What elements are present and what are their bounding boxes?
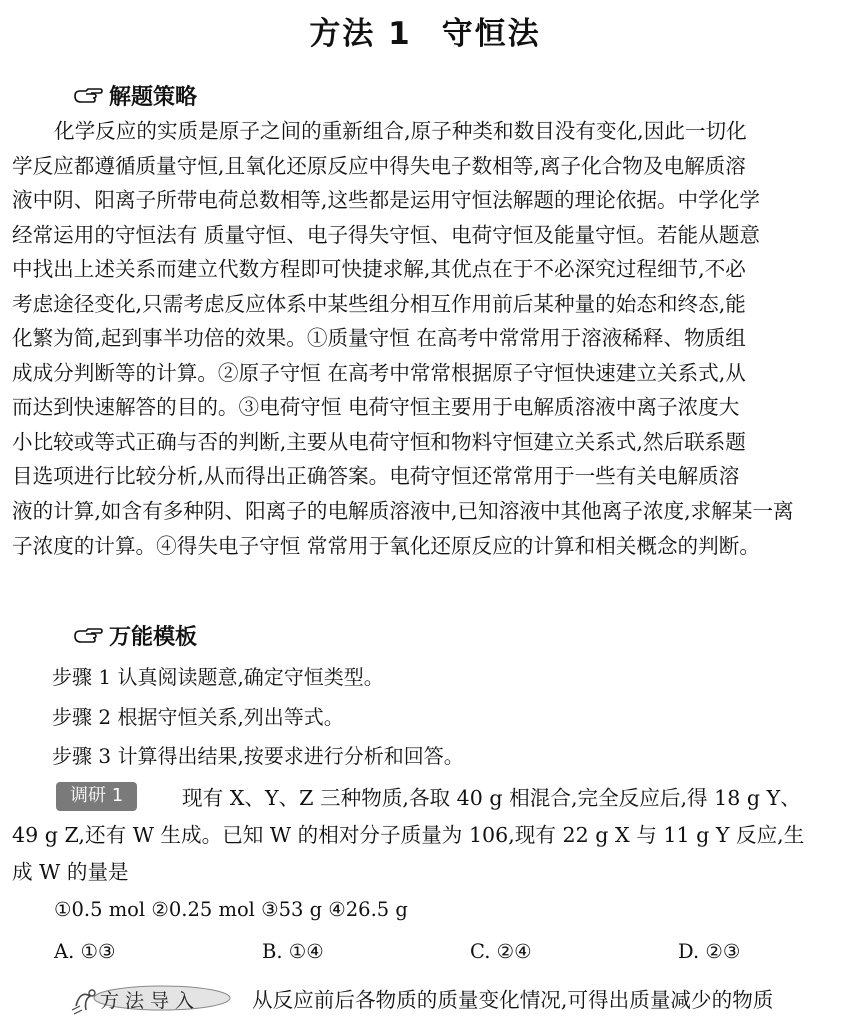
paragraph-line: 考虑途径变化,只需考虑反应体系中某些组分相互作用前后某种量的始态和终态,能 — [12, 291, 746, 316]
title-method-number: 方法 1 — [309, 16, 412, 52]
choice-d[interactable]: D. ②③ — [678, 940, 741, 963]
method-guide-text: 从反应前后各物质的质量变化情况,可得出质量减少的物质 — [252, 988, 774, 1012]
pointing-hand-icon — [73, 88, 103, 104]
section-heading-strategy — [73, 80, 197, 111]
section-label: 解题策略 — [109, 85, 198, 110]
paragraph-line: 而达到快速解答的目的。③电荷守恒 电荷守恒主要用于电解质溶液中离子浓度大 — [12, 395, 740, 420]
paragraph-line: 成成分判断等的计算。②原子守恒 在高考中常常根据原子守恒快速建立关系式,从 — [12, 360, 746, 385]
paragraph-line: 中找出上述关系而建立代数方程即可快捷求解,其优点在于不必深究过程细节,不必 — [12, 257, 746, 282]
section-heading-template — [73, 620, 197, 651]
paragraph-line: 液的计算,如含有多种阴、阳离子的电解质溶液中,已知溶液中其他离子浓度,求解某一离 — [12, 499, 794, 524]
choice-b[interactable]: B. ①④ — [262, 940, 324, 963]
section-label: 万能模板 — [109, 625, 198, 650]
paragraph-line: 学反应都遵循质量守恒,且氧化还原反应中得失电子数相等,离子化合物及电解质溶 — [12, 153, 746, 178]
paragraph-line: 小比较或等式正确与否的判断,主要从电荷守恒和物料守恒建立关系式,然后联系题 — [12, 429, 746, 454]
question-options: ①0.5 mol ②0.25 mol ③53 g ④26.5 g — [54, 898, 408, 921]
method-guide-badge — [70, 980, 240, 1016]
paragraph-line: 液中阴、阳离子所带电荷总数相等,这些都是运用守恒法解题的理论依据。中学化学 — [12, 188, 760, 213]
question-text — [12, 780, 842, 891]
paragraph-line: 目选项进行比较分析,从而得出正确答案。电荷守恒还常常用于一些有关电解质溶 — [12, 464, 740, 489]
steps-list — [52, 658, 464, 777]
pointing-hand-icon — [73, 628, 103, 644]
question-line: 现有 X、Y、Z 三种物质,各取 40 g 相混合,完全反应后,得 18 g Y、 — [182, 786, 801, 810]
choice-c[interactable]: C. ②④ — [470, 940, 532, 963]
page-title — [0, 8, 850, 53]
strategy-paragraph — [12, 114, 842, 563]
step-item: 步骤 1 认真阅读题意,确定守恒类型。 — [52, 665, 384, 689]
question-line: 49 g Z,还有 W 生成。已知 W 的相对分子质量为 106,现有 22 g X 与 11 g Y 反应,生 — [12, 823, 805, 847]
step-item: 步骤 2 根据守恒关系,列出等式。 — [52, 704, 344, 729]
research-badge: 调研 1 — [56, 782, 137, 811]
paragraph-line: 化繁为简,起到事半功倍的效果。①质量守恒 在高考中常常用于溶液稀释、物质组 — [12, 326, 746, 351]
method-guide-label: 方法导入 — [100, 990, 201, 1012]
paragraph-line: 化学反应的实质是原子之间的重新组合,原子种类和数目没有变化,因此一切化 — [54, 119, 747, 143]
paragraph-line: 经常运用的守恒法有 质量守恒、电子得失守恒、电荷守恒及能量守恒。若能从题意 — [12, 222, 760, 247]
choice-a[interactable]: A. ①③ — [54, 940, 116, 963]
question-line: 成 W 的量是 — [12, 860, 129, 884]
paragraph-line: 子浓度的计算。④得失电子守恒 常常用于氧化还原反应的计算和相关概念的判断。 — [12, 533, 760, 558]
title-method-name: 守恒法 — [441, 16, 541, 52]
step-item: 步骤 3 计算得出结果,按要求进行分析和回答。 — [52, 744, 464, 768]
